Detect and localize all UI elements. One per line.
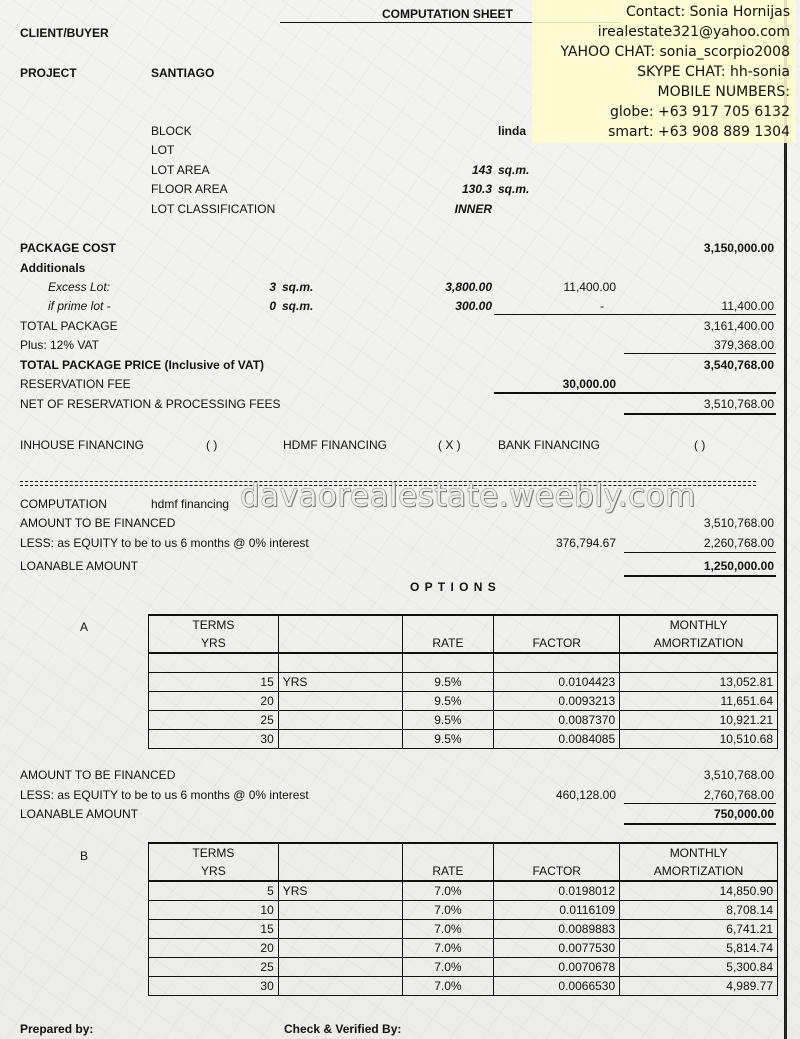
equity-rule [624,552,776,553]
floor-area-unit: sq.m. [498,182,530,196]
terms-header: TERMS [149,843,279,862]
amortization-cell: 13,052.81 [620,673,778,692]
contact-skype: SKYPE CHAT: hh-sonia [637,64,790,80]
equity-b-rule [624,803,776,804]
rate-cell: 9.5% [402,692,494,711]
factor-cell: 0.0093213 [494,692,620,711]
additionals-total: 11,400.00 [721,299,774,313]
prime-lot-label: if prime lot - [48,299,111,313]
term-years: 30 [149,977,279,996]
term-unit [278,958,402,977]
package-cost-label: PACKAGE COST [20,241,116,255]
rate-cell: 7.0% [402,939,494,958]
amortization-cell: 5,814.74 [620,939,778,958]
terms-header: TERMS [149,615,279,634]
package-cost-value: 3,150,000.00 [703,241,774,255]
classification-label: LOT CLASSIFICATION [151,202,276,216]
rate-cell: 7.0% [402,901,494,920]
factor-cell: 0.0089883 [494,920,620,939]
factor-cell: 0.0066530 [494,977,620,996]
excess-qty: 3 [269,280,276,294]
table-row [149,881,778,901]
net-value: 3,510,768.00 [703,397,774,411]
loanable-b-value: 750,000.00 [713,807,774,821]
term-unit [278,977,402,996]
equity-label: LESS: as EQUITY to be to us 6 months @ 0% interest [20,536,309,550]
prime-unit: sq.m. [282,299,314,313]
right-border [784,0,787,1039]
amount-financed-b-label: AMOUNT TO BE FINANCED [20,768,176,782]
table-row [149,692,778,711]
lot-label: LOT [151,143,175,157]
contact-globe: globe: +63 917 705 6132 [610,104,790,120]
term-years: 20 [149,692,279,711]
table-row [149,939,778,958]
net-rule [624,413,776,415]
equity-b-value: 2,760,768.00 [703,788,774,802]
loanable-value: 1,250,000.00 [703,559,774,573]
table-row [149,901,778,920]
prepared-by-label: Prepared by: [20,1022,94,1036]
amortization-cell: 10,510.68 [620,730,778,749]
total-package-value: 3,161,400.00 [703,319,774,333]
inhouse-checkbox: ( ) [206,438,218,452]
term-years: 20 [149,939,279,958]
amortization-header: AMORTIZATION [620,634,778,653]
term-years: 25 [149,958,279,977]
hdmf-checkbox: ( X ) [438,438,461,452]
website-watermark: davaorealestate.weebly.com [240,478,696,514]
equity-b-label: LESS: as EQUITY to be to us 6 months @ 0% interest [20,788,309,802]
excess-total: 11,400.00 [563,280,616,294]
factor-cell: 0.0070678 [494,958,620,977]
reservation-rule [494,392,776,394]
term-years: 5 [149,881,279,901]
vat-label: Plus: 12% VAT [20,338,99,352]
checked-by-label: Check & Verified By: [284,1022,402,1036]
loanable-b-label: LOANABLE AMOUNT [20,807,139,821]
reservation-value: 30,000.00 [562,377,616,391]
lot-area-value: 143 [471,163,492,177]
amortization-cell: 14,850.90 [620,881,778,901]
computation-type: hdmf financing [151,497,230,511]
table-row [149,673,778,692]
rate-cell: 7.0% [402,920,494,939]
sheet-title: COMPUTATION SHEET [382,7,513,21]
excess-lot-label: Excess Lot: [48,280,111,294]
prime-qty: 0 [269,299,276,313]
table-row [149,920,778,939]
amount-financed-label: AMOUNT TO BE FINANCED [20,516,176,530]
equity-b-monthly: 460,128.00 [555,788,616,802]
amortization-cell: 4,989.77 [620,977,778,996]
floor-area-value: 130.3 [461,182,492,196]
additionals-rule [494,314,776,315]
client-label: CLIENT/BUYER [20,26,109,40]
factor-cell: 0.0104423 [494,673,620,692]
net-label: NET OF RESERVATION & PROCESSING FEES [20,397,281,411]
yrs-header: YRS [149,634,279,653]
excess-unit: sq.m. [282,280,314,294]
block-value: linda [498,124,527,138]
lot-area-unit: sq.m. [498,163,530,177]
prime-total: - [600,299,604,313]
classification-value: INNER [454,202,492,216]
contact-box [532,0,796,143]
computation-label: COMPUTATION [20,497,107,511]
monthly-header: MONTHLY [620,843,778,862]
term-unit [278,920,402,939]
table-row [149,958,778,977]
term-unit [278,730,402,749]
rate-cell: 7.0% [402,881,494,901]
factor-cell: 0.0087370 [494,711,620,730]
reservation-label: RESERVATION FEE [20,377,131,391]
options-heading: O P T I O N S [410,580,497,594]
option-b-letter: B [80,849,89,863]
yrs-header: YRS [149,862,279,881]
loanable-b-rule [624,823,776,825]
total-price-value: 3,540,768.00 [703,358,774,372]
total-price-label: TOTAL PACKAGE PRICE (Inclusive of VAT) [20,358,265,372]
factor-cell: 0.0084085 [494,730,620,749]
prime-rate: 300.00 [455,299,492,313]
project-label: PROJECT [20,66,77,80]
amount-financed-value: 3,510,768.00 [703,516,774,530]
contact-name: Contact: Sonia Hornijas [625,4,790,20]
rate-header: RATE [402,862,494,881]
hdmf-label: HDMF FINANCING [283,438,387,452]
contact-email: irealestate321@yahoo.com [597,24,790,40]
term-years: 15 [149,920,279,939]
factor-cell: 0.0077530 [494,939,620,958]
option-b-table [148,842,778,996]
factor-cell: 0.0116109 [494,901,620,920]
amortization-cell: 8,708.14 [620,901,778,920]
option-a-table [148,614,778,749]
rate-cell: 9.5% [402,673,494,692]
table-row [149,730,778,749]
block-label: BLOCK [151,124,192,138]
term-unit [278,901,402,920]
floor-area-label: FLOOR AREA [151,182,228,196]
rate-cell: 9.5% [402,730,494,749]
term-years: 25 [149,711,279,730]
additionals-label: Additionals [20,261,86,275]
equity-value: 2,260,768.00 [703,536,774,550]
contact-yahoo: YAHOO CHAT: sonia_scorpio2008 [560,44,790,60]
factor-header: FACTOR [494,634,620,653]
term-unit: YRS [278,881,402,901]
term-years: 10 [149,901,279,920]
contact-smart: smart: +63 908 889 1304 [608,124,790,140]
term-unit [278,711,402,730]
rate-cell: 7.0% [402,977,494,996]
option-a-letter: A [80,620,89,634]
factor-cell: 0.0198012 [494,881,620,901]
table-row [149,977,778,996]
inhouse-label: INHOUSE FINANCING [20,438,145,452]
contact-mobile-heading: MOBILE NUMBERS: [657,84,790,100]
total-package-label: TOTAL PACKAGE [20,319,118,333]
factor-header: FACTOR [494,862,620,881]
rate-header: RATE [402,634,494,653]
lot-area-label: LOT AREA [151,163,210,177]
excess-rate: 3,800.00 [445,280,492,294]
term-unit [278,939,402,958]
monthly-header: MONTHLY [620,615,778,634]
amount-financed-b-value: 3,510,768.00 [703,768,774,782]
amortization-cell: 6,741.21 [620,920,778,939]
amortization-cell: 10,921.21 [620,711,778,730]
rate-cell: 7.0% [402,958,494,977]
loanable-label: LOANABLE AMOUNT [20,559,139,573]
amortization-cell: 5,300.84 [620,958,778,977]
bank-label: BANK FINANCING [498,438,601,452]
project-value: SANTIAGO [151,66,215,80]
table-row [149,711,778,730]
rate-cell: 9.5% [402,711,494,730]
vat-rule [624,353,776,354]
term-unit: YRS [278,673,402,692]
equity-monthly: 376,794.67 [555,536,616,550]
vat-value: 379,368.00 [713,338,774,352]
term-years: 30 [149,730,279,749]
term-unit [278,692,402,711]
bank-checkbox: ( ) [694,438,706,452]
amortization-cell: 11,651.64 [620,692,778,711]
amortization-header: AMORTIZATION [620,862,778,881]
term-years: 15 [149,673,279,692]
loanable-rule [624,575,776,577]
